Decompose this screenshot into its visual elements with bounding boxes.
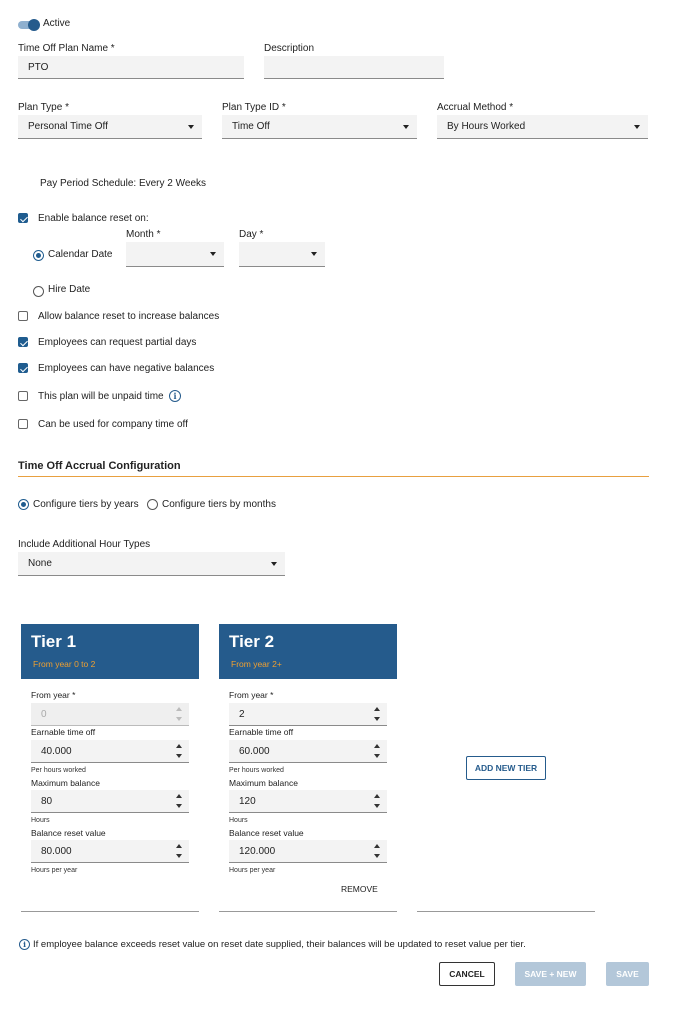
company-time-off-checkbox[interactable] — [18, 419, 28, 429]
active-label: Active — [43, 18, 71, 29]
tiers-by-years-label: Configure tiers by years — [33, 499, 139, 510]
tier-title: Tier 2 — [229, 632, 275, 651]
option-label: Employees can request partial days — [38, 337, 197, 348]
month-label: Month * — [126, 229, 161, 240]
accrual-heading: Time Off Accrual Configuration — [18, 460, 181, 472]
stepper-icon[interactable] — [373, 706, 381, 722]
earnable-unit: Per hours worked — [31, 767, 86, 774]
active-toggle[interactable] — [18, 19, 40, 31]
earnable-label: Earnable time off — [229, 727, 294, 737]
tier-2-reset-value-input[interactable]: 120.000 — [229, 840, 387, 863]
tier-1-bottom-border — [21, 911, 199, 912]
max-balance-unit: Hours — [229, 817, 248, 824]
add-new-tier-button[interactable]: ADD NEW TIER — [466, 756, 546, 780]
include-hour-types-label: Include Additional Hour Types — [18, 539, 151, 550]
chevron-down-icon — [634, 125, 640, 129]
hire-date-radio[interactable] — [33, 286, 44, 297]
chevron-down-icon — [271, 562, 277, 566]
plan-name-label: Time Off Plan Name * — [18, 43, 115, 54]
tier-subtitle: From year 0 to 2 — [33, 659, 96, 669]
tier-subtitle: From year 2+ — [231, 659, 282, 669]
stepper-icon[interactable] — [175, 793, 183, 809]
from-year-label: From year * — [31, 690, 76, 700]
tiers-by-years-radio[interactable] — [18, 499, 29, 510]
hire-date-label: Hire Date — [48, 284, 91, 295]
accrual-method-label: Accrual Method * — [437, 102, 514, 113]
tier-2-max-balance-input[interactable]: 120 — [229, 790, 387, 813]
negative-balances-checkbox[interactable] — [18, 363, 28, 373]
option-label: Allow balance reset to increase balances — [38, 311, 220, 322]
earnable-label: Earnable time off — [31, 727, 96, 737]
description-input[interactable] — [264, 56, 444, 79]
unpaid-time-checkbox[interactable] — [18, 391, 28, 401]
allow-reset-increase-checkbox[interactable] — [18, 311, 28, 321]
reset-value-label: Balance reset value — [31, 828, 106, 838]
tier-1-max-balance-input[interactable]: 80 — [31, 790, 189, 813]
save-button[interactable]: SAVE — [606, 962, 649, 986]
calendar-date-radio[interactable] — [33, 250, 44, 261]
remove-tier-button[interactable]: REMOVE — [341, 884, 378, 894]
section-divider — [18, 476, 649, 477]
max-balance-unit: Hours — [31, 817, 50, 824]
tiers-by-months-label: Configure tiers by months — [162, 499, 276, 510]
day-select[interactable] — [239, 242, 325, 267]
accrual-method-select[interactable]: By Hours Worked — [437, 115, 648, 139]
chevron-down-icon — [311, 252, 317, 256]
month-select[interactable] — [126, 242, 224, 267]
plan-type-id-label: Plan Type ID * — [222, 102, 286, 113]
info-icon: i — [19, 939, 30, 950]
save-new-button[interactable]: SAVE + NEW — [515, 962, 586, 986]
pay-period-text: Pay Period Schedule: Every 2 Weeks — [40, 178, 207, 189]
tier-3-bottom-border — [417, 911, 595, 912]
tier-title: Tier 1 — [31, 632, 77, 651]
chevron-down-icon — [210, 252, 216, 256]
from-year-label: From year * — [229, 690, 274, 700]
info-icon[interactable]: i — [169, 390, 181, 402]
chevron-down-icon — [188, 125, 194, 129]
plan-type-label: Plan Type * — [18, 102, 69, 113]
tier-1-from-year-input[interactable]: 0 — [31, 703, 189, 726]
stepper-icon[interactable] — [373, 793, 381, 809]
reset-value-unit: Hours per year — [229, 867, 276, 874]
tier-2-header — [219, 624, 397, 679]
partial-days-checkbox[interactable] — [18, 337, 28, 347]
reset-value-unit: Hours per year — [31, 867, 78, 874]
stepper-icon[interactable] — [175, 743, 183, 759]
plan-type-select[interactable]: Personal Time Off — [18, 115, 202, 139]
plan-type-id-select[interactable]: Time Off — [222, 115, 417, 139]
calendar-date-label: Calendar Date — [48, 249, 113, 260]
description-label: Description — [264, 43, 315, 54]
stepper-icon[interactable] — [373, 843, 381, 859]
tier-2-from-year-input[interactable]: 2 — [229, 703, 387, 726]
stepper-icon[interactable] — [175, 843, 183, 859]
plan-name-input[interactable] — [18, 56, 244, 79]
balance-reset-checkbox[interactable] — [18, 213, 28, 223]
include-hour-types-select[interactable]: None — [18, 552, 285, 576]
tier-1-reset-value-input[interactable]: 80.000 — [31, 840, 189, 863]
plan-name-value: PTO — [28, 61, 49, 73]
balance-reset-label: Enable balance reset on: — [38, 213, 149, 224]
stepper-icon[interactable] — [175, 706, 183, 722]
option-label: This plan will be unpaid time — [38, 391, 164, 402]
tier-2-earnable-input[interactable]: 60.000 — [229, 740, 387, 763]
option-label: Employees can have negative balances — [38, 363, 215, 374]
day-label: Day * — [239, 229, 264, 240]
tier-1-header — [21, 624, 199, 679]
max-balance-label: Maximum balance — [229, 778, 298, 788]
tiers-by-months-radio[interactable] — [147, 499, 158, 510]
reset-info-text: If employee balance exceeds reset value on reset date supplied, their balances will be updated to reset value per tier. — [33, 939, 526, 950]
stepper-icon[interactable] — [373, 743, 381, 759]
chevron-down-icon — [403, 125, 409, 129]
tier-2-bottom-border — [219, 911, 397, 912]
max-balance-label: Maximum balance — [31, 778, 100, 788]
reset-value-label: Balance reset value — [229, 828, 304, 838]
tier-1-earnable-input[interactable]: 40.000 — [31, 740, 189, 763]
option-label: Can be used for company time off — [38, 419, 188, 430]
cancel-button[interactable]: CANCEL — [439, 962, 495, 986]
earnable-unit: Per hours worked — [229, 767, 284, 774]
